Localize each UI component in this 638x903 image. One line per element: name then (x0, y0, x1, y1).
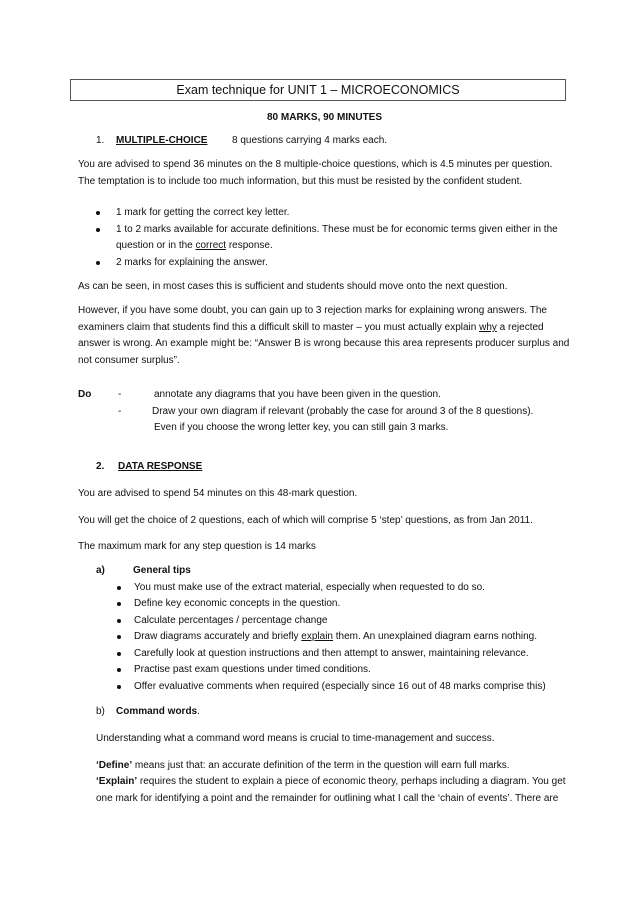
s1-para3-line3: answer is wrong. An example might be: “Answer B is wrong because this area represents producer surplus and (78, 338, 570, 349)
explain-line (96, 774, 566, 789)
do-dash-2: - (118, 406, 122, 417)
s2-b-para: Understanding what a command word means is crucial to time-management and success. (96, 733, 495, 744)
s1-para3-line1: However, if you have some doubt, you can gain up to 3 rejection marks for explaining wrong answers. The (78, 305, 547, 316)
tip-4 (134, 629, 537, 644)
s1-para3-line2-end: a rejected (496, 322, 544, 333)
command-words-dot: . (197, 706, 200, 717)
bullet-dot-icon (117, 586, 121, 590)
explain-text: requires the student to explain a piece of economic theory, perhaps including a diagram. You get (137, 776, 566, 787)
section2-number: 2. (96, 461, 105, 472)
bullet-dot-icon (96, 261, 100, 265)
bullet-dot-icon (117, 652, 121, 656)
document-title: Exam technique for UNIT 1 – MICROECONOMICS (176, 83, 460, 97)
s1-bullet-2-continued (116, 238, 273, 253)
tip-6: Practise past exam questions under timed conditions. (134, 664, 371, 675)
do-label: Do (78, 389, 92, 400)
tip-7: Offer evaluative comments when required (especially since 16 out of 48 marks comprise this) (134, 681, 546, 692)
do-item-3: Even if you choose the wrong letter key, you can still gain 3 marks. (154, 422, 449, 433)
bullet-dot-icon (117, 635, 121, 639)
s1-para1-line2: The temptation is to include too much information, but this must be resisted by the confident student. (78, 176, 523, 187)
do-item-1: annotate any diagrams that you have been given in the question. (154, 389, 441, 400)
do-item-2: Draw your own diagram if relevant (probably the case for around 3 of the 8 questions). (152, 406, 534, 417)
bullet-dot-icon (96, 228, 100, 232)
s1-bullet-2: 1 to 2 marks available for accurate definitions. These must be for economic terms given either in the (116, 224, 558, 235)
s1-bullet-2-underlined: correct (195, 240, 227, 251)
tip-4-underlined: explain (301, 631, 333, 642)
s1-bullet-2-cont-end: response. (226, 240, 273, 251)
explain-line-2: one mark for identifying a point and the remainder for outlining what I call the ‘chain of events’. There are (96, 793, 559, 804)
marks-subtitle: 80 MARKS, 90 MINUTES (267, 112, 383, 123)
tip-4-end: them. An unexplained diagram earns nothing. (333, 631, 538, 642)
explain-term: ‘Explain’ (96, 776, 138, 787)
bullet-dot-icon (117, 685, 121, 689)
bullet-dot-icon (117, 619, 121, 623)
s1-bullet-3: 2 marks for explaining the answer. (116, 257, 268, 268)
bullet-dot-icon (117, 668, 121, 672)
define-line (96, 758, 510, 773)
tip-5: Carefully look at question instructions and then attempt to answer, maintaining relevance. (134, 648, 529, 659)
s2-para3: The maximum mark for any step question is 14 marks (78, 541, 316, 552)
command-words-title: Command words (116, 706, 198, 717)
s2-b-label: b) (96, 706, 105, 717)
bullet-dot-icon (96, 211, 100, 215)
command-words-heading (116, 704, 200, 719)
section1-number: 1. (96, 135, 105, 146)
section1-heading: MULTIPLE-CHOICE (116, 135, 208, 146)
tip-1: You must make use of the extract material, especially when requested to do so. (134, 582, 485, 593)
s2-para2: You will get the choice of 2 questions, each of which will comprise 5 ‘step’ questions, as from Jan 2011. (78, 515, 533, 526)
section1-note: 8 questions carrying 4 marks each. (232, 135, 388, 146)
s1-para3-line2 (78, 320, 544, 335)
s1-para3-line2-text: examiners claim that students find this a difficult skill to master – you must actually explain (78, 322, 480, 333)
s2-a-label: a) (96, 565, 105, 576)
s1-para3-line4: not consumer surplus”. (78, 355, 180, 366)
tip-4-text: Draw diagrams accurately and briefly (134, 631, 302, 642)
s1-bullet-1: 1 mark for getting the correct key letter. (116, 207, 290, 218)
general-tips-heading: General tips (133, 565, 191, 576)
tip-3: Calculate percentages / percentage change (134, 615, 328, 626)
s1-bullet-2-cont-text: question or in the (116, 240, 196, 251)
bullet-dot-icon (117, 602, 121, 606)
section2-heading: DATA RESPONSE (118, 461, 203, 472)
define-term: ‘Define’ (96, 760, 133, 771)
s2-para1: You are advised to spend 54 minutes on this 48-mark question. (78, 488, 358, 499)
define-text: means just that: an accurate definition of the term in the question will earn full marks. (132, 760, 510, 771)
tip-2: Define key economic concepts in the question. (134, 598, 341, 609)
s1-para1-line1: You are advised to spend 36 minutes on the 8 multiple-choice questions, which is 4.5 minutes per question. (78, 159, 553, 170)
do-dash-1: - (118, 389, 122, 400)
title-box (70, 79, 566, 101)
s1-para2: As can be seen, in most cases this is sufficient and students should move onto the next question. (78, 281, 508, 292)
s1-para3-underlined: why (479, 322, 497, 333)
